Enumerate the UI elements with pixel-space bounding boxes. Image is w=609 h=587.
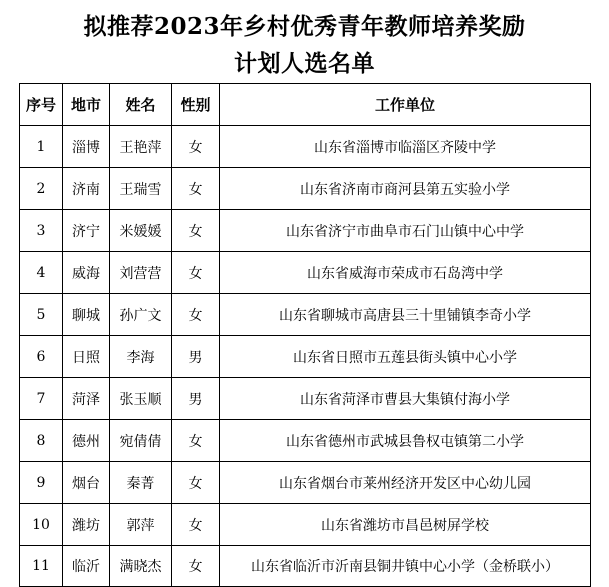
cell-index: 10 [20,504,63,546]
cell-unit: 山东省淄博市临淄区齐陵中学 [220,126,591,168]
header-index: 序号 [20,84,63,126]
document-title-line-2: 计划人选名单 [234,50,375,77]
cell-index: 11 [20,546,63,587]
cell-unit: 山东省潍坊市昌邑树屏学校 [220,504,591,546]
cell-name: 宛倩倩 [110,420,172,462]
table-row [20,126,591,168]
cell-city: 聊城 [63,294,110,336]
cell-gender: 女 [172,126,220,168]
cell-city: 德州 [63,420,110,462]
cell-gender: 女 [172,546,220,587]
cell-unit: 山东省聊城市高唐县三十里铺镇李奇小学 [220,294,591,336]
cell-index: 6 [20,336,63,378]
cell-city: 威海 [63,252,110,294]
cell-unit: 山东省济南市商河县第五实验小学 [220,168,591,210]
cell-name: 王艳萍 [110,126,172,168]
cell-name: 张玉顺 [110,378,172,420]
cell-city: 菏泽 [63,378,110,420]
cell-name: 李海 [110,336,172,378]
cell-index: 2 [20,168,63,210]
table-row [20,420,591,462]
table-row [20,252,591,294]
table-row [20,294,591,336]
header-city: 地市 [63,84,110,126]
cell-unit: 山东省烟台市莱州经济开发区中心幼儿园 [220,462,591,504]
cell-name: 满晓杰 [110,546,172,587]
cell-gender: 女 [172,294,220,336]
cell-name: 郭萍 [110,504,172,546]
cell-gender: 女 [172,168,220,210]
table-row [20,504,591,546]
cell-city: 临沂 [63,546,110,587]
table-row [20,462,591,504]
cell-unit: 山东省日照市五莲县街头镇中心小学 [220,336,591,378]
cell-name: 王瑞雪 [110,168,172,210]
table-row [20,168,591,210]
candidate-table [19,83,591,587]
cell-name: 米媛媛 [110,210,172,252]
header-unit: 工作单位 [220,84,591,126]
cell-index: 5 [20,294,63,336]
cell-unit: 山东省临沂市沂南县铜井镇中心小学（金桥联小） [220,546,591,587]
cell-gender: 女 [172,420,220,462]
table-row [20,336,591,378]
cell-city: 烟台 [63,462,110,504]
table-header-row [20,84,591,126]
cell-city: 淄博 [63,126,110,168]
cell-city: 日照 [63,336,110,378]
cell-unit: 山东省德州市武城县鲁权屯镇第二小学 [220,420,591,462]
cell-gender: 女 [172,504,220,546]
cell-city: 济南 [63,168,110,210]
cell-gender: 女 [172,252,220,294]
cell-unit: 山东省菏泽市曹县大集镇付海小学 [220,378,591,420]
cell-unit: 山东省威海市荣成市石岛湾中学 [220,252,591,294]
cell-gender: 男 [172,336,220,378]
cell-index: 4 [20,252,63,294]
cell-index: 1 [20,126,63,168]
cell-gender: 女 [172,210,220,252]
header-name: 姓名 [110,84,172,126]
cell-name: 秦菁 [110,462,172,504]
header-gender: 性别 [172,84,220,126]
cell-city: 济宁 [63,210,110,252]
table-row [20,546,591,587]
cell-city: 潍坊 [63,504,110,546]
cell-gender: 男 [172,378,220,420]
cell-gender: 女 [172,462,220,504]
cell-index: 8 [20,420,63,462]
cell-index: 3 [20,210,63,252]
document-title-line-1: 拟推荐2023年乡村优秀青年教师培养奖励 [83,13,526,40]
table-row [20,210,591,252]
cell-index: 7 [20,378,63,420]
cell-name: 刘营营 [110,252,172,294]
cell-name: 孙广文 [110,294,172,336]
table-row [20,378,591,420]
cell-index: 9 [20,462,63,504]
cell-unit: 山东省济宁市曲阜市石门山镇中心中学 [220,210,591,252]
